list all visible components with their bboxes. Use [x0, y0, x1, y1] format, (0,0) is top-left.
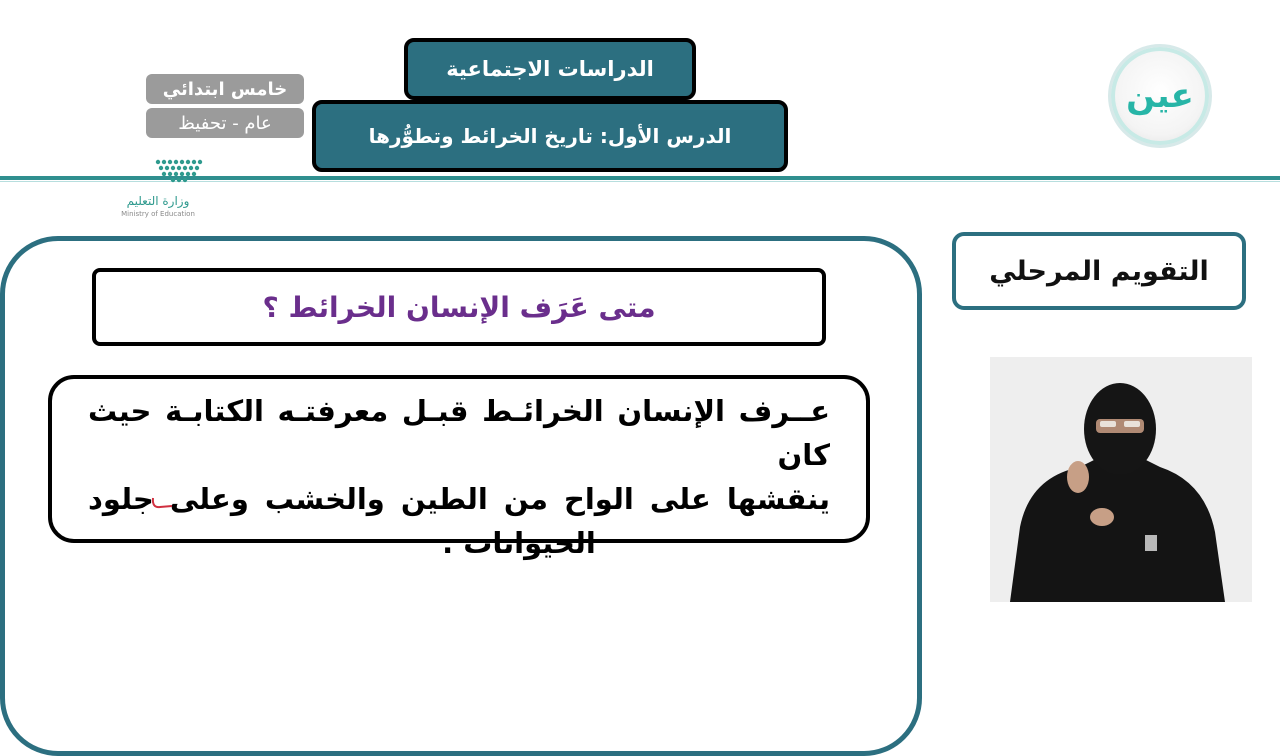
pen-mark-icon [150, 496, 178, 512]
grade-badge: خامس ابتدائي [146, 74, 304, 104]
ministry-name-ar: وزارة التعليم [126, 194, 190, 208]
track-badge: عام - تحفيظ [146, 108, 304, 138]
question-box: متى عَرَف الإنسان الخرائط ؟ [92, 268, 826, 346]
answer-line: الحيوانات . [442, 526, 596, 560]
lesson-title: الدرس الأول: تاريخ الخرائط وتطوُّرها [312, 100, 788, 172]
ein-logo: عين [1108, 44, 1212, 148]
answer-box [48, 375, 870, 560]
interpreter-figure-icon [990, 357, 1252, 602]
answer-line: ينقشها على الواح من الطين والخشب وعلى جلود [88, 482, 830, 516]
section-title: التقويم المرحلي [952, 232, 1246, 310]
subject-title: الدراسات الاجتماعية [404, 38, 696, 100]
interpreter-video [990, 357, 1252, 602]
answer-line: عــرف الإنسان الخرائـط قبـل معرفتـه الكتابـة حيث كان [88, 394, 830, 472]
ministry-name-en: Ministry of Education [121, 210, 195, 218]
